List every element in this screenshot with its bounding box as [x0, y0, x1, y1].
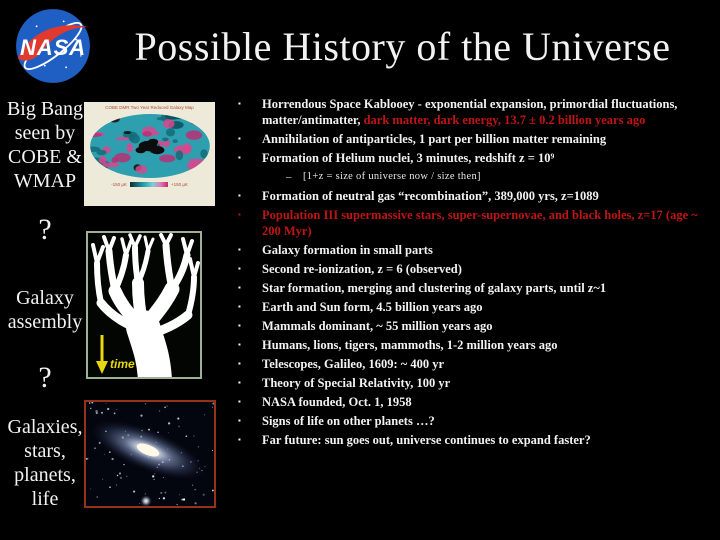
- galaxies-label: [0, 415, 90, 511]
- bullet-item: [235, 242, 719, 258]
- bullet-marker: ▪: [238, 321, 241, 330]
- slide-title: Possible History of the Universe: [134, 24, 671, 69]
- cobe-scale-left-label: -150 μK: [111, 182, 127, 187]
- bullet-marker: ▪: [238, 264, 241, 273]
- bullet-item: [235, 261, 719, 277]
- bullet-text: Formation of neutral gas “recombination”, 389,000 yrs, z=1089: [262, 189, 599, 203]
- bullet-text: Mammals dominant, ~ 55 million years ago: [262, 319, 493, 333]
- bullet-item: [235, 318, 719, 334]
- bullet-marker: ▪: [238, 302, 241, 311]
- bullet-marker: ▪: [238, 134, 241, 143]
- galaxy-photo-graphic: [86, 402, 214, 506]
- bullet-text: Population III supermassive stars, super-supernovae, and black holes, z=17 (age ~ 200 Myr): [262, 208, 698, 238]
- galaxy-merger-tree-image: [86, 231, 202, 379]
- bullet-marker: ▪: [238, 416, 241, 425]
- bullet-text: Signs of life on other planets …?: [262, 414, 435, 428]
- bullet-text: Humans, lions, tigers, mammoths, 1-2 million years ago: [262, 338, 558, 352]
- cobe-caption: COBE DMR Two Year Reduced Galaxy Map: [105, 105, 194, 110]
- bullet-text: Star formation, merging and clustering of galaxy parts, until z~1: [262, 281, 607, 295]
- bullet-text: Theory of Special Relativity, 100 yr: [262, 376, 451, 390]
- bullet-marker: ▪: [238, 99, 241, 108]
- label-line: Galaxy: [16, 287, 74, 309]
- label-line: WMAP: [13, 170, 77, 192]
- sub-bullet-item: [235, 169, 719, 185]
- label-line: planets,: [14, 464, 76, 486]
- bullet-item: [235, 207, 719, 239]
- bullet-text: Earth and Sun form, 4.5 billion years ago: [262, 300, 483, 314]
- bullet-marker: ▪: [238, 340, 241, 349]
- cobe-scale-right-label: +150 μK: [170, 182, 188, 187]
- bullet-marker: ▪: [238, 153, 241, 162]
- bullet-item: [235, 394, 719, 410]
- bullet-marker: ▪: [238, 245, 241, 254]
- bullet-marker: –: [286, 171, 292, 183]
- label-line: assembly: [7, 311, 83, 333]
- bullet-text: Galaxy formation in small parts: [262, 243, 433, 257]
- nasa-logo-graphic: [12, 5, 94, 87]
- bullet-text: NASA founded, Oct. 1, 1958: [262, 395, 412, 409]
- bullet-marker: ▪: [238, 397, 241, 406]
- cobe-map-image: [84, 102, 215, 206]
- bullet-marker: ▪: [238, 210, 241, 219]
- galaxy-photo: [84, 400, 216, 508]
- big-bang-label: [0, 97, 90, 193]
- bullet-item: [235, 432, 719, 448]
- label-line: stars,: [24, 440, 66, 462]
- bullet-item: [235, 280, 719, 296]
- bullet-text: Far future: sun goes out, universe continues to expand faster?: [262, 433, 591, 447]
- label-line: life: [31, 488, 59, 510]
- bullet-item: [235, 131, 719, 147]
- cobe-sky-map: [89, 113, 211, 179]
- nasa-logo-text: NASA: [20, 35, 86, 61]
- label-line: seen by: [14, 122, 76, 144]
- cobe-color-scale: [84, 182, 215, 187]
- bullet-marker: ▪: [238, 283, 241, 292]
- nasa-logo: [12, 5, 94, 87]
- bullet-item: [235, 375, 719, 391]
- bullet-item: [235, 96, 719, 128]
- bullet-item: [235, 299, 719, 315]
- bullet-item: [235, 150, 719, 166]
- bullet-item: [235, 356, 719, 372]
- question-mark-top: ?: [38, 213, 52, 246]
- galaxy-assembly-label: [0, 286, 90, 334]
- bullet-item: [235, 413, 719, 429]
- bullet-text: [1+z = size of universe now / size then]: [303, 171, 481, 182]
- time-arrow-icon: [96, 335, 108, 374]
- label-line: Galaxies,: [7, 416, 83, 438]
- bullet-text: Second re-ionization, z = 6 (observed): [262, 262, 462, 276]
- bullet-list: [235, 96, 719, 451]
- label-line: Big Bang: [6, 98, 84, 120]
- time-label: time: [110, 357, 135, 371]
- cobe-scale-bar: [130, 182, 168, 187]
- bullet-text: Annihilation of antiparticles, 1 part per billion matter remaining: [262, 132, 607, 146]
- bullet-marker: ▪: [238, 359, 241, 368]
- bullet-item: [235, 188, 719, 204]
- bullet-marker: ▪: [238, 435, 241, 444]
- bullet-item: [235, 337, 719, 353]
- bullet-marker: ▪: [238, 191, 241, 200]
- question-mark-bottom: ?: [38, 361, 52, 394]
- bullet-text: Horrendous Space Kablooey - exponential expansion, primordial fluctuations, matter/antimatter, dark matter, dark energy, 13.7 ± 0.2 billion years ago: [262, 97, 678, 127]
- bullet-text: Formation of Helium nuclei, 3 minutes, redshift z = 10⁹: [262, 151, 555, 165]
- bullet-text: Telescopes, Galileo, 1609: ~ 400 yr: [262, 357, 445, 371]
- merger-tree-graphic: [88, 233, 200, 377]
- label-line: COBE &: [8, 146, 82, 168]
- bullet-marker: ▪: [238, 378, 241, 387]
